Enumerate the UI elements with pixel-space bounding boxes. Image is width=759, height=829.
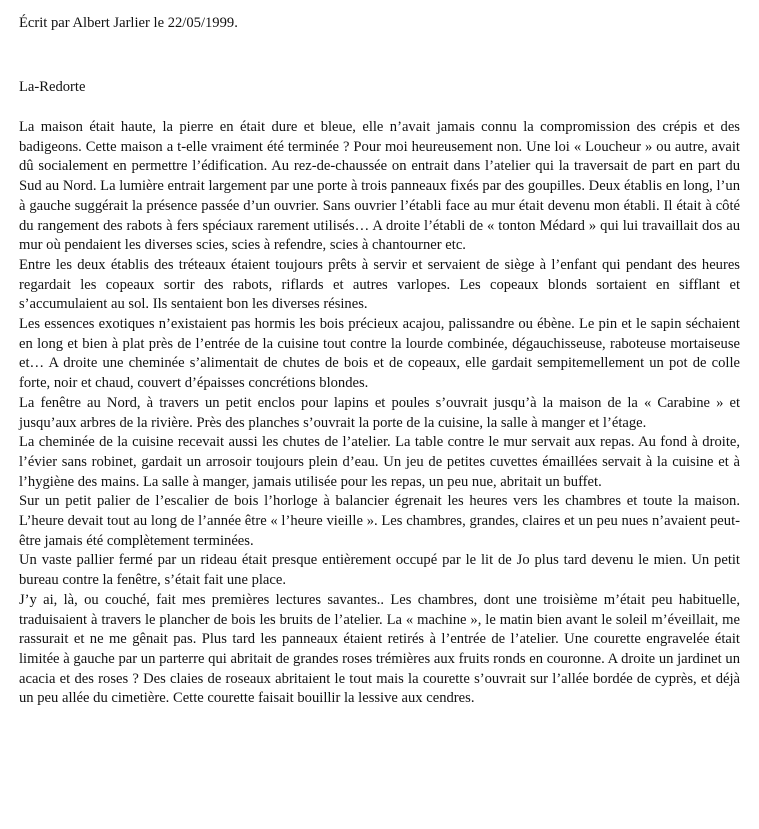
paragraph: La cheminée de la cuisine recevait aussi les chutes de l’atelier. La table contre le mur servait aux repas. Au fond à droite, l’évier sans robinet, gardait un arrosoir toujours plein d’eau. Un jeu de petites cuvettes émaillées servait à la cuisine et à l’hygiène des mains. La salle à manger, jamais utilisée pour les repas, un peu nue, abritait un buffet. [19,434,740,490]
paragraph: Sur un petit palier de l’escalier de bois l’horloge à balancier égrenait les heures vers les chambres et toute la maison. L’heure devait tout au long de l’année être « l’heure vieille ». Les chambres, grandes, claires et un peu nues n’avaient peut-être jamais été complètement terminées. [19,493,740,549]
paragraph: La fenêtre au Nord, à travers un petit enclos pour lapins et poules s’ouvrait jusqu’à la maison de la « Carabine » et jusqu’aux arbres de la rivière. Près des planches s’ouvrait la porte de la cuisine, la salle à manger et l’étage. [19,394,740,431]
paragraph: Entre les deux établis des tréteaux étaient toujours prêts à servir et servaient de siège à l’enfant qui pendant des heures regardait les copeaux sortir des rabots, riflards et autres varlopes. Les copeaux blonds sortaient en sifflant et s’accumulaient au sol. Ils sentaient bon les diverses résines. [19,256,740,313]
paragraph: Les essences exotiques n’existaient pas hormis les bois précieux acajou, palissandre ou ébène. Le pin et le sapin séchaient en long et bien à plat près de l’entrée de la cuisine tout contre la lourde combinée, dégauchisseuse, raboteuse mortaiseuse et… A droite une cheminée s’alimentait de chutes de bois et de copeaux, elle gardait sempitemellement un pot de colle forte, noir et chaud, couvert d’épaisses concrétions blondes. [19,316,740,392]
paragraph: Un vaste pallier fermé par un rideau était presque entièrement occupé par le lit de Jo plus tard devenu le mien. Un petit bureau contre la fenêtre, s’était fait une place. [19,552,740,589]
document-body [19,118,740,709]
paragraph: La maison était haute, la pierre en était dure et bleue, elle n’avait jamais connu la compromission des crépis et des badigeons. Cette maison a t-elle vraiment été terminée ? Pour moi heureusement non. Une loi « Loucheur » ou autre, avait dû socialement en permettre l’édification. Au rez-de-chaussée on entrait dans l’atelier qui la traversait de part en part du Sud au Nord. La lumière entrait largement par une porte à trois panneaux fixés par des goupilles. Deux établis en long, l’un à gauche suggérait la présence passée d’un ouvrier. Sans ouvrier l’établi face au mur était devenu mon établi. Il était à côté du rangement des rabots à fers spéciaux rarement utilisés… A droite l’établi de « tonton Médard » qui lui travaillait dos au mur où pendaient les diverses scies, scies à refendre, scies à chantourner etc. [19,119,740,254]
byline: Écrit par Albert Jarlier le 22/05/1999. [19,15,238,31]
document-title: La-Redorte [19,79,86,95]
paragraph: J’y ai, là, ou couché, fait mes premières lectures savantes.. Les chambres, dont une troisième m’était peu habituelle, traduisaient à travers le plancher de bois les bruits de l’atelier. La « machine », le matin bien avant le soleil m’éveillait, me rassurait et ne me gênait pas. Plus tard les panneaux étaient retirés à l’entrée de l’atelier. Une courette engravelée était limitée à gauche par un parterre qui abritait de grandes roses trémières aux fruits ronds en couronne. A droite un jardinet un acacia et des roses ? Des claies de roseaux abritaient le tout mais la courette s’ouvrait sur l’allée bordée de cyprès, et déjà un peu allée du cimetière. Cette courette faisait bouillir la lessive aux cendres. [19,591,740,707]
